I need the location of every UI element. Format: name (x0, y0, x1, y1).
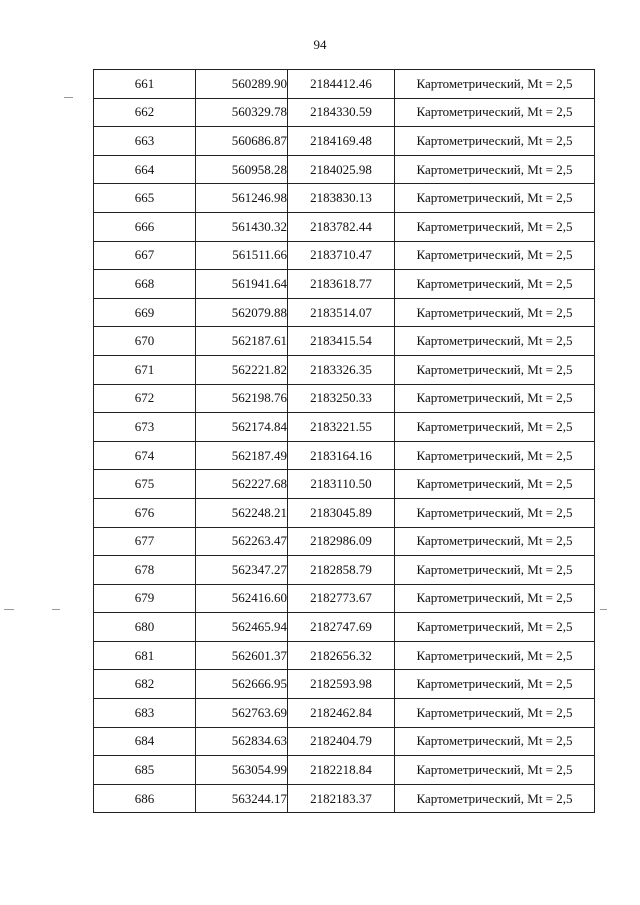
scan-mark (4, 609, 14, 610)
x-coordinate-cell: 560289.90 (196, 70, 288, 99)
x-coordinate-cell: 563054.99 (196, 756, 288, 785)
method-cell: Картометрический, Mt = 2,5 (395, 556, 595, 585)
method-cell: Картометрический, Mt = 2,5 (395, 241, 595, 270)
point-number-cell: 679 (94, 584, 196, 613)
table-row (94, 727, 595, 756)
method-cell: Картометрический, Mt = 2,5 (395, 498, 595, 527)
y-coordinate-cell: 2184330.59 (288, 98, 395, 127)
y-coordinate-cell: 2183110.50 (288, 470, 395, 499)
y-coordinate-cell: 2182404.79 (288, 727, 395, 756)
table-row (94, 670, 595, 699)
point-number-cell: 667 (94, 241, 196, 270)
point-number-cell: 675 (94, 470, 196, 499)
y-coordinate-cell: 2183618.77 (288, 270, 395, 299)
coordinates-table (93, 69, 595, 813)
page-number: 94 (313, 37, 327, 52)
y-coordinate-cell: 2183830.13 (288, 184, 395, 213)
method-cell: Картометрический, Mt = 2,5 (395, 184, 595, 213)
x-coordinate-cell: 561246.98 (196, 184, 288, 213)
method-cell: Картометрический, Mt = 2,5 (395, 584, 595, 613)
scan-mark (52, 609, 60, 610)
table-row (94, 641, 595, 670)
table-row (94, 298, 595, 327)
point-number-cell: 673 (94, 413, 196, 442)
point-number-cell: 680 (94, 613, 196, 642)
x-coordinate-cell: 562347.27 (196, 556, 288, 585)
y-coordinate-cell: 2182986.09 (288, 527, 395, 556)
y-coordinate-cell: 2183326.35 (288, 355, 395, 384)
point-number-cell: 670 (94, 327, 196, 356)
scan-mark (64, 97, 73, 98)
table-row (94, 384, 595, 413)
x-coordinate-cell: 562834.63 (196, 727, 288, 756)
x-coordinate-cell: 562079.88 (196, 298, 288, 327)
point-number-cell: 678 (94, 556, 196, 585)
point-number-cell: 672 (94, 384, 196, 413)
table-row (94, 184, 595, 213)
table-row (94, 441, 595, 470)
table-row (94, 413, 595, 442)
point-number-cell: 674 (94, 441, 196, 470)
method-cell: Картометрический, Mt = 2,5 (395, 70, 595, 99)
point-number-cell: 682 (94, 670, 196, 699)
method-cell: Картометрический, Mt = 2,5 (395, 784, 595, 813)
point-number-cell: 663 (94, 127, 196, 156)
x-coordinate-cell: 562198.76 (196, 384, 288, 413)
method-cell: Картометрический, Mt = 2,5 (395, 756, 595, 785)
x-coordinate-cell: 562174.84 (196, 413, 288, 442)
x-coordinate-cell: 562187.49 (196, 441, 288, 470)
table-row (94, 98, 595, 127)
method-cell: Картометрический, Mt = 2,5 (395, 127, 595, 156)
x-coordinate-cell: 561430.32 (196, 212, 288, 241)
table-row (94, 270, 595, 299)
y-coordinate-cell: 2183710.47 (288, 241, 395, 270)
y-coordinate-cell: 2182593.98 (288, 670, 395, 699)
point-number-cell: 677 (94, 527, 196, 556)
method-cell: Картометрический, Mt = 2,5 (395, 355, 595, 384)
point-number-cell: 664 (94, 155, 196, 184)
y-coordinate-cell: 2183045.89 (288, 498, 395, 527)
table-row (94, 355, 595, 384)
method-cell: Картометрический, Mt = 2,5 (395, 212, 595, 241)
x-coordinate-cell: 562465.94 (196, 613, 288, 642)
point-number-cell: 676 (94, 498, 196, 527)
table-row (94, 327, 595, 356)
y-coordinate-cell: 2182183.37 (288, 784, 395, 813)
x-coordinate-cell: 562666.95 (196, 670, 288, 699)
y-coordinate-cell: 2182462.84 (288, 699, 395, 728)
point-number-cell: 662 (94, 98, 196, 127)
table-row (94, 756, 595, 785)
point-number-cell: 661 (94, 70, 196, 99)
x-coordinate-cell: 560958.28 (196, 155, 288, 184)
point-number-cell: 671 (94, 355, 196, 384)
x-coordinate-cell: 560329.78 (196, 98, 288, 127)
y-coordinate-cell: 2184169.48 (288, 127, 395, 156)
point-number-cell: 684 (94, 727, 196, 756)
x-coordinate-cell: 560686.87 (196, 127, 288, 156)
table-row (94, 241, 595, 270)
method-cell: Картометрический, Mt = 2,5 (395, 641, 595, 670)
point-number-cell: 683 (94, 699, 196, 728)
method-cell: Картометрический, Mt = 2,5 (395, 441, 595, 470)
point-number-cell: 669 (94, 298, 196, 327)
x-coordinate-cell: 562221.82 (196, 355, 288, 384)
y-coordinate-cell: 2183164.16 (288, 441, 395, 470)
y-coordinate-cell: 2182218.84 (288, 756, 395, 785)
y-coordinate-cell: 2183250.33 (288, 384, 395, 413)
table-row (94, 613, 595, 642)
point-number-cell: 666 (94, 212, 196, 241)
point-number-cell: 686 (94, 784, 196, 813)
table-row (94, 127, 595, 156)
method-cell: Картометрический, Mt = 2,5 (395, 470, 595, 499)
point-number-cell: 685 (94, 756, 196, 785)
method-cell: Картометрический, Mt = 2,5 (395, 384, 595, 413)
y-coordinate-cell: 2183221.55 (288, 413, 395, 442)
x-coordinate-cell: 562416.60 (196, 584, 288, 613)
x-coordinate-cell: 562263.47 (196, 527, 288, 556)
table-row (94, 584, 595, 613)
point-number-cell: 668 (94, 270, 196, 299)
table-row (94, 498, 595, 527)
method-cell: Картометрический, Mt = 2,5 (395, 327, 595, 356)
method-cell: Картометрический, Mt = 2,5 (395, 270, 595, 299)
x-coordinate-cell: 562227.68 (196, 470, 288, 499)
method-cell: Картометрический, Mt = 2,5 (395, 413, 595, 442)
y-coordinate-cell: 2182656.32 (288, 641, 395, 670)
method-cell: Картометрический, Mt = 2,5 (395, 699, 595, 728)
y-coordinate-cell: 2182747.69 (288, 613, 395, 642)
method-cell: Картометрический, Mt = 2,5 (395, 527, 595, 556)
table-row (94, 70, 595, 99)
table-row (94, 699, 595, 728)
y-coordinate-cell: 2184025.98 (288, 155, 395, 184)
table-row (94, 212, 595, 241)
method-cell: Картометрический, Mt = 2,5 (395, 98, 595, 127)
point-number-cell: 665 (94, 184, 196, 213)
method-cell: Картометрический, Mt = 2,5 (395, 670, 595, 699)
x-coordinate-cell: 563244.17 (196, 784, 288, 813)
table-row (94, 155, 595, 184)
table-row (94, 784, 595, 813)
point-number-cell: 681 (94, 641, 196, 670)
y-coordinate-cell: 2183415.54 (288, 327, 395, 356)
x-coordinate-cell: 562601.37 (196, 641, 288, 670)
method-cell: Картометрический, Mt = 2,5 (395, 727, 595, 756)
scan-mark (600, 609, 607, 610)
x-coordinate-cell: 562187.61 (196, 327, 288, 356)
table-row (94, 556, 595, 585)
x-coordinate-cell: 561511.66 (196, 241, 288, 270)
method-cell: Картометрический, Mt = 2,5 (395, 298, 595, 327)
x-coordinate-cell: 561941.64 (196, 270, 288, 299)
table-row (94, 527, 595, 556)
method-cell: Картометрический, Mt = 2,5 (395, 613, 595, 642)
table-row (94, 470, 595, 499)
x-coordinate-cell: 562248.21 (196, 498, 288, 527)
y-coordinate-cell: 2182773.67 (288, 584, 395, 613)
y-coordinate-cell: 2184412.46 (288, 70, 395, 99)
method-cell: Картометрический, Mt = 2,5 (395, 155, 595, 184)
x-coordinate-cell: 562763.69 (196, 699, 288, 728)
y-coordinate-cell: 2183782.44 (288, 212, 395, 241)
y-coordinate-cell: 2182858.79 (288, 556, 395, 585)
y-coordinate-cell: 2183514.07 (288, 298, 395, 327)
coordinates-table-body (94, 70, 595, 813)
